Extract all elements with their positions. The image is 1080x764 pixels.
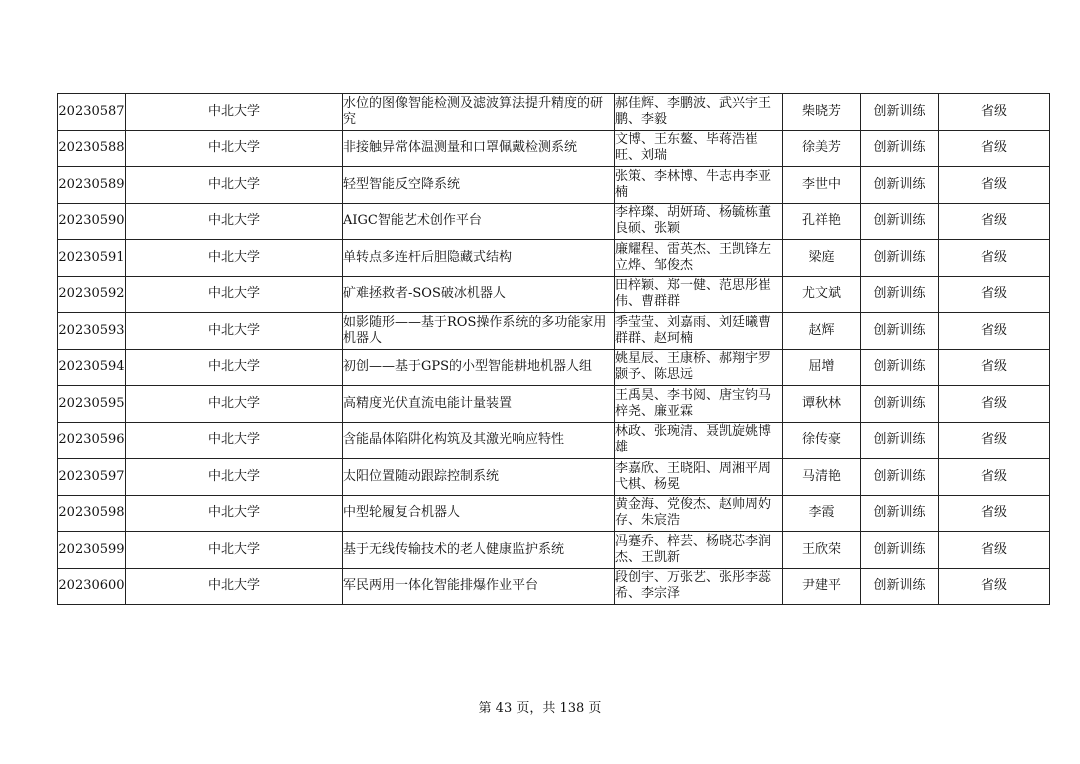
project-id-cell: 20230591 — [58, 240, 126, 277]
project-title-cell: 非接触异常体温测量和口罩佩戴检测系统 — [343, 130, 615, 167]
project-id-cell: 20230600 — [58, 568, 126, 605]
table-row — [58, 240, 1050, 277]
advisor-cell: 谭秋林 — [783, 386, 861, 423]
project-type-cell: 创新训练 — [861, 495, 939, 532]
project-title-cell: 矿难拯救者-SOS破冰机器人 — [343, 276, 615, 313]
advisor-cell: 屈增 — [783, 349, 861, 386]
school-cell: 中北大学 — [126, 459, 343, 496]
table-row — [58, 386, 1050, 423]
project-type-cell: 创新训练 — [861, 459, 939, 496]
project-id-cell: 20230588 — [58, 130, 126, 167]
project-id-cell: 20230595 — [58, 386, 126, 423]
school-cell: 中北大学 — [126, 276, 343, 313]
table-row — [58, 203, 1050, 240]
level-cell: 省级 — [939, 276, 1050, 313]
level-cell: 省级 — [939, 422, 1050, 459]
table-row — [58, 349, 1050, 386]
project-title-cell: 基于无线传输技术的老人健康监护系统 — [343, 532, 615, 569]
level-cell: 省级 — [939, 386, 1050, 423]
project-type-cell: 创新训练 — [861, 422, 939, 459]
project-title-cell: 单转点多连杆后胆隐藏式结构 — [343, 240, 615, 277]
members-cell: 张策、李林博、牛志冉李亚楠 — [615, 167, 783, 204]
project-type-cell: 创新训练 — [861, 386, 939, 423]
table-row — [58, 568, 1050, 605]
page-footer — [0, 697, 1080, 716]
advisor-cell: 李世中 — [783, 167, 861, 204]
advisor-cell: 徐美芳 — [783, 130, 861, 167]
project-title-cell: 军民两用一体化智能排爆作业平台 — [343, 568, 615, 605]
school-cell: 中北大学 — [126, 130, 343, 167]
project-type-cell: 创新训练 — [861, 276, 939, 313]
advisor-cell: 尹建平 — [783, 568, 861, 605]
level-cell: 省级 — [939, 532, 1050, 569]
project-type-cell: 创新训练 — [861, 130, 939, 167]
page-number: 第 43 页，共 138 页 — [478, 701, 602, 716]
school-cell: 中北大学 — [126, 94, 343, 131]
school-cell: 中北大学 — [126, 313, 343, 350]
project-type-cell: 创新训练 — [861, 240, 939, 277]
project-title-cell: 含能晶体陷阱化构筑及其激光响应特性 — [343, 422, 615, 459]
advisor-cell: 王欣荣 — [783, 532, 861, 569]
members-cell: 李嘉欣、王晓阳、周湘平周弋棋、杨冕 — [615, 459, 783, 496]
project-id-cell: 20230593 — [58, 313, 126, 350]
members-cell: 文博、王东鳌、毕蒋浩崔旺、刘瑞 — [615, 130, 783, 167]
level-cell: 省级 — [939, 240, 1050, 277]
advisor-cell: 尤文斌 — [783, 276, 861, 313]
project-title-cell: 太阳位置随动跟踪控制系统 — [343, 459, 615, 496]
advisor-cell: 赵辉 — [783, 313, 861, 350]
project-title-cell: 中型轮履复合机器人 — [343, 495, 615, 532]
school-cell: 中北大学 — [126, 495, 343, 532]
project-id-cell: 20230590 — [58, 203, 126, 240]
project-title-cell: 如影随形——基于ROS操作系统的多功能家用机器人 — [343, 313, 615, 350]
project-title-cell: 轻型智能反空降系统 — [343, 167, 615, 204]
project-id-cell: 20230592 — [58, 276, 126, 313]
project-table — [57, 93, 1050, 605]
project-type-cell: 创新训练 — [861, 349, 939, 386]
table-row — [58, 276, 1050, 313]
advisor-cell: 李霞 — [783, 495, 861, 532]
project-id-cell: 20230587 — [58, 94, 126, 131]
project-title-cell: 高精度光伏直流电能计量装置 — [343, 386, 615, 423]
school-cell: 中北大学 — [126, 568, 343, 605]
table-row — [58, 532, 1050, 569]
school-cell: 中北大学 — [126, 349, 343, 386]
level-cell: 省级 — [939, 94, 1050, 131]
school-cell: 中北大学 — [126, 203, 343, 240]
members-cell: 林政、张琬清、聂凯旋姚博雄 — [615, 422, 783, 459]
advisor-cell: 徐传豪 — [783, 422, 861, 459]
school-cell: 中北大学 — [126, 532, 343, 569]
advisor-cell: 马清艳 — [783, 459, 861, 496]
advisor-cell: 梁庭 — [783, 240, 861, 277]
table-row — [58, 167, 1050, 204]
members-cell: 廉耀程、雷英杰、王凯锋左立烨、邹俊杰 — [615, 240, 783, 277]
table-row — [58, 313, 1050, 350]
table-row — [58, 130, 1050, 167]
project-id-cell: 20230596 — [58, 422, 126, 459]
table-row — [58, 422, 1050, 459]
members-cell: 冯蹇乔、梓芸、杨晓芯李润杰、王凯新 — [615, 532, 783, 569]
members-cell: 王禹昊、李书阅、唐宝钧马梓尧、廉亚霖 — [615, 386, 783, 423]
project-id-cell: 20230599 — [58, 532, 126, 569]
school-cell: 中北大学 — [126, 240, 343, 277]
school-cell: 中北大学 — [126, 422, 343, 459]
level-cell: 省级 — [939, 459, 1050, 496]
project-type-cell: 创新训练 — [861, 94, 939, 131]
project-type-cell: 创新训练 — [861, 167, 939, 204]
project-type-cell: 创新训练 — [861, 313, 939, 350]
project-type-cell: 创新训练 — [861, 568, 939, 605]
project-title-cell: 水位的图像智能检测及滤波算法提升精度的研究 — [343, 94, 615, 131]
table-row — [58, 495, 1050, 532]
level-cell: 省级 — [939, 495, 1050, 532]
advisor-cell: 柴晓芳 — [783, 94, 861, 131]
level-cell: 省级 — [939, 203, 1050, 240]
level-cell: 省级 — [939, 167, 1050, 204]
project-title-cell: 初创——基于GPS的小型智能耕地机器人组 — [343, 349, 615, 386]
advisor-cell: 孔祥艳 — [783, 203, 861, 240]
level-cell: 省级 — [939, 130, 1050, 167]
project-id-cell: 20230589 — [58, 167, 126, 204]
members-cell: 季莹莹、刘嘉雨、刘廷曦曹群群、赵珂楠 — [615, 313, 783, 350]
table-row — [58, 94, 1050, 131]
level-cell: 省级 — [939, 349, 1050, 386]
level-cell: 省级 — [939, 568, 1050, 605]
school-cell: 中北大学 — [126, 167, 343, 204]
project-id-cell: 20230597 — [58, 459, 126, 496]
school-cell: 中北大学 — [126, 386, 343, 423]
table-row — [58, 459, 1050, 496]
members-cell: 田梓颖、郑一健、范思彤崔伟、曹群群 — [615, 276, 783, 313]
project-title-cell: AIGC智能艺术创作平台 — [343, 203, 615, 240]
members-cell: 姚星辰、王康桥、郝翔宇罗颢予、陈思远 — [615, 349, 783, 386]
project-id-cell: 20230594 — [58, 349, 126, 386]
members-cell: 郝佳辉、李鹏波、武兴宇王鹏、李毅 — [615, 94, 783, 131]
members-cell: 李梓璨、胡妍琦、杨毓栋董良硕、张颖 — [615, 203, 783, 240]
project-id-cell: 20230598 — [58, 495, 126, 532]
project-type-cell: 创新训练 — [861, 532, 939, 569]
project-table-body — [58, 94, 1050, 605]
level-cell: 省级 — [939, 313, 1050, 350]
members-cell: 黄金海、党俊杰、赵帅周妁存、朱宸浩 — [615, 495, 783, 532]
members-cell: 段创宇、万张艺、张彤李蕊希、李宗泽 — [615, 568, 783, 605]
project-type-cell: 创新训练 — [861, 203, 939, 240]
